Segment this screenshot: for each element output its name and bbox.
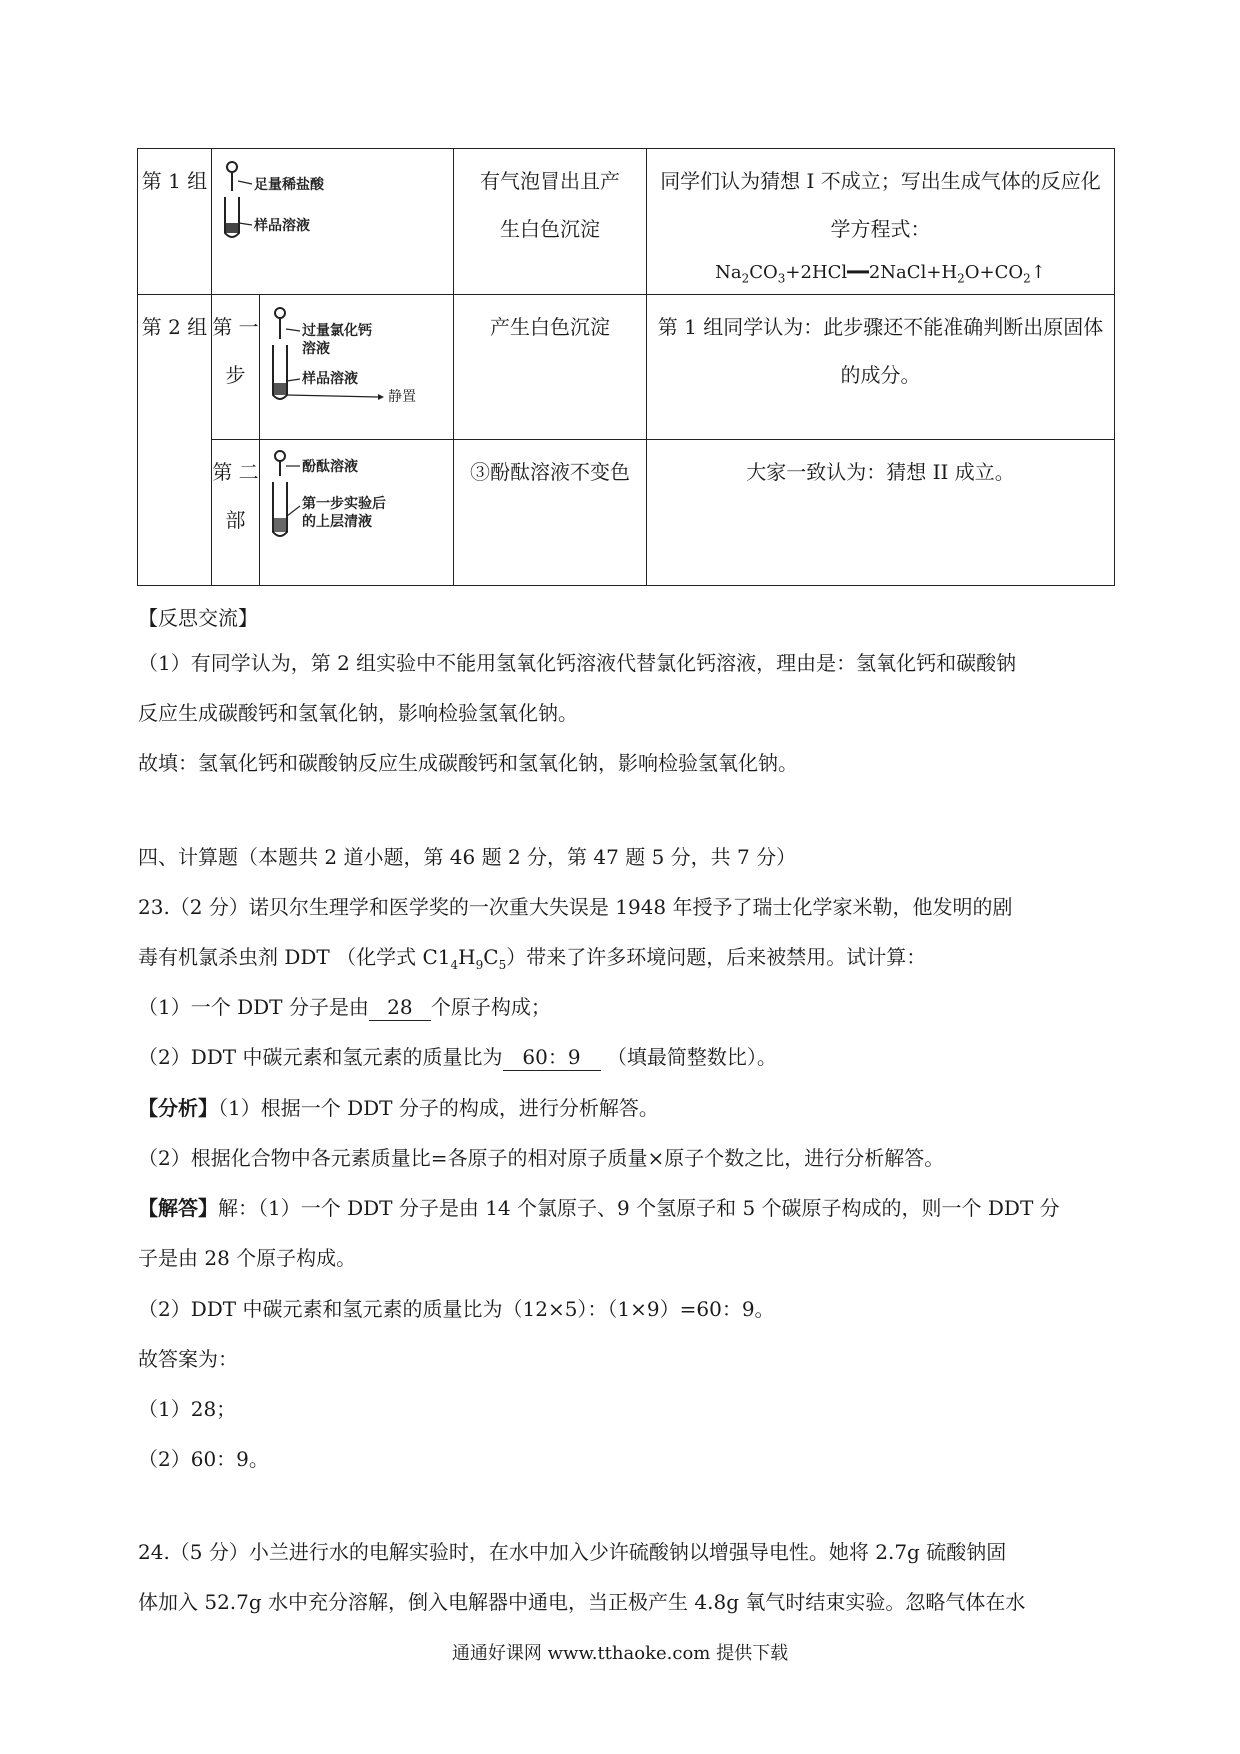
experiment-table bbox=[137, 148, 1115, 586]
q24-stem-line1: 24.（5 分）小兰进行水的电解实验时，在水中加入少许硫酸钠以增强导电性。她将 2.7g 硫酸钠固 bbox=[138, 1540, 1007, 1564]
test-tube-dropper-icon bbox=[266, 444, 446, 554]
chemical-equation: $Na_2CO_3+2HCl━━2NaCl+H_2O+CO_2↑$ bbox=[715, 262, 1046, 286]
svg-text:第一步实验后: 第一步实验后 bbox=[302, 496, 386, 512]
q23-answer1: （1）28； bbox=[138, 1397, 237, 1421]
page-footer: 通通好课网 www.tthaoke.com 提供下载 bbox=[451, 1643, 789, 1664]
svg-text:静置: 静置 bbox=[388, 389, 416, 405]
reflection-heading: 【反思交流】 bbox=[138, 606, 258, 630]
table-row-group2-step1 bbox=[138, 295, 1115, 440]
reflection-paragraph-line1: （1）有同学认为，第 2 组实验中不能用氢氧化钙溶液代替氯化钙溶液，理由是：氢氧化钙和碳酸钠 bbox=[138, 651, 1017, 675]
svg-text:的上层清液: 的上层清液 bbox=[302, 514, 372, 530]
q23-solution-line1: 【解答】解：（1）一个 DDT 分子是由 14 个氯原子、9 个氢原子和 5 个碳原子构成的，则一个 DDT 分 bbox=[138, 1196, 1060, 1220]
q23-subquestion2: （2）DDT 中碳元素和氢元素的质量比为 60：9 （填最简整数比）。 bbox=[138, 1045, 777, 1069]
step1-diagram bbox=[260, 295, 454, 440]
q23-solution-line3: （2）DDT 中碳元素和氢元素的质量比为（12×5）：（1×9）=60：9。 bbox=[138, 1297, 775, 1321]
q23-answer2: （2）60：9。 bbox=[138, 1447, 269, 1471]
step1-label: 第 一 步 bbox=[212, 295, 260, 440]
q23-answer-blank1: 28 bbox=[369, 994, 431, 1021]
test-tube-dropper-icon bbox=[218, 153, 438, 243]
step2-conclusion: 大家一致认为：猜想 II 成立。 bbox=[647, 440, 1115, 586]
reflection-fill-answer: 故填：氢氧化钙和碳酸钠反应生成碳酸钙和氢氧化钠，影响检验氢氧化钠。 bbox=[138, 751, 798, 775]
group1-diagram bbox=[212, 149, 454, 295]
q23-subquestion1: （1）一个 DDT 分子是由 28 个原子构成； bbox=[138, 995, 551, 1019]
step2-label: 第 二 部 bbox=[212, 440, 260, 586]
q23-stem-line2: 毒有机氯杀虫剂 DDT （化学式 $C1_4H_9C_5$）带来了许多环境问题，后来被禁用。试计算： bbox=[138, 945, 927, 972]
svg-text:酚酞溶液: 酚酞溶液 bbox=[302, 459, 358, 475]
test-tube-dropper-icon bbox=[266, 299, 446, 409]
q23-analysis-line1: 【分析】（1）根据一个 DDT 分子的构成，进行分析解答。 bbox=[138, 1096, 659, 1120]
q23-stem-line1: 23.（2 分）诺贝尔生理学和医学奖的一次重大失误是 1948 年授予了瑞士化学家米勒，他发明的剧 bbox=[138, 895, 1013, 919]
q23-answer-blank2: 60：9 bbox=[503, 1044, 601, 1071]
step1-phenomenon: 产生白色沉淀 bbox=[454, 295, 647, 440]
group1-phenomenon: 有气泡冒出且产生白色沉淀 bbox=[454, 149, 647, 295]
svg-text:样品溶液: 样品溶液 bbox=[254, 218, 310, 234]
svg-text:溶液: 溶液 bbox=[302, 341, 330, 357]
reflection-paragraph-line2: 反应生成碳酸钙和氢氧化钠，影响检验氢氧化钠。 bbox=[138, 701, 578, 725]
table-row-group2-step2 bbox=[138, 440, 1115, 586]
group1-label: 第 1 组 bbox=[138, 149, 212, 295]
table-row-group1 bbox=[138, 149, 1115, 295]
step1-conclusion: 第 1 组同学认为：此步骤还不能准确判断出原固体的成分。 bbox=[647, 295, 1115, 440]
step2-diagram bbox=[260, 440, 454, 586]
svg-text:过量氯化钙: 过量氯化钙 bbox=[302, 323, 372, 339]
q23-solution-line2: 子是由 28 个原子构成。 bbox=[138, 1246, 357, 1270]
q24-stem-line2: 体加入 52.7g 水中充分溶解，倒入电解器中通电，当正极产生 4.8g 氧气时结束实验。忽略气体在水 bbox=[138, 1590, 1026, 1614]
group1-conclusion: 同学们认为猜想 I 不成立；写出生成气体的反应化学方程式： $Na_2CO_3+2HCl━━2NaCl+H_2O+CO_2↑$ bbox=[647, 149, 1115, 295]
q23-answer-label: 故答案为： bbox=[138, 1347, 238, 1371]
svg-text:足量稀盐酸: 足量稀盐酸 bbox=[254, 177, 324, 193]
step2-phenomenon: ③酚酞溶液不变色 bbox=[454, 440, 647, 586]
q23-analysis-line2: （2）根据化合物中各元素质量比=各原子的相对原子质量×原子个数之比，进行分析解答。 bbox=[138, 1146, 945, 1170]
group2-label: 第 2 组 bbox=[138, 295, 212, 586]
svg-text:样品溶液: 样品溶液 bbox=[302, 371, 358, 387]
section4-title: 四、计算题（本题共 2 道小题，第 46 题 2 分，第 47 题 5 分，共 7 分） bbox=[138, 845, 797, 869]
